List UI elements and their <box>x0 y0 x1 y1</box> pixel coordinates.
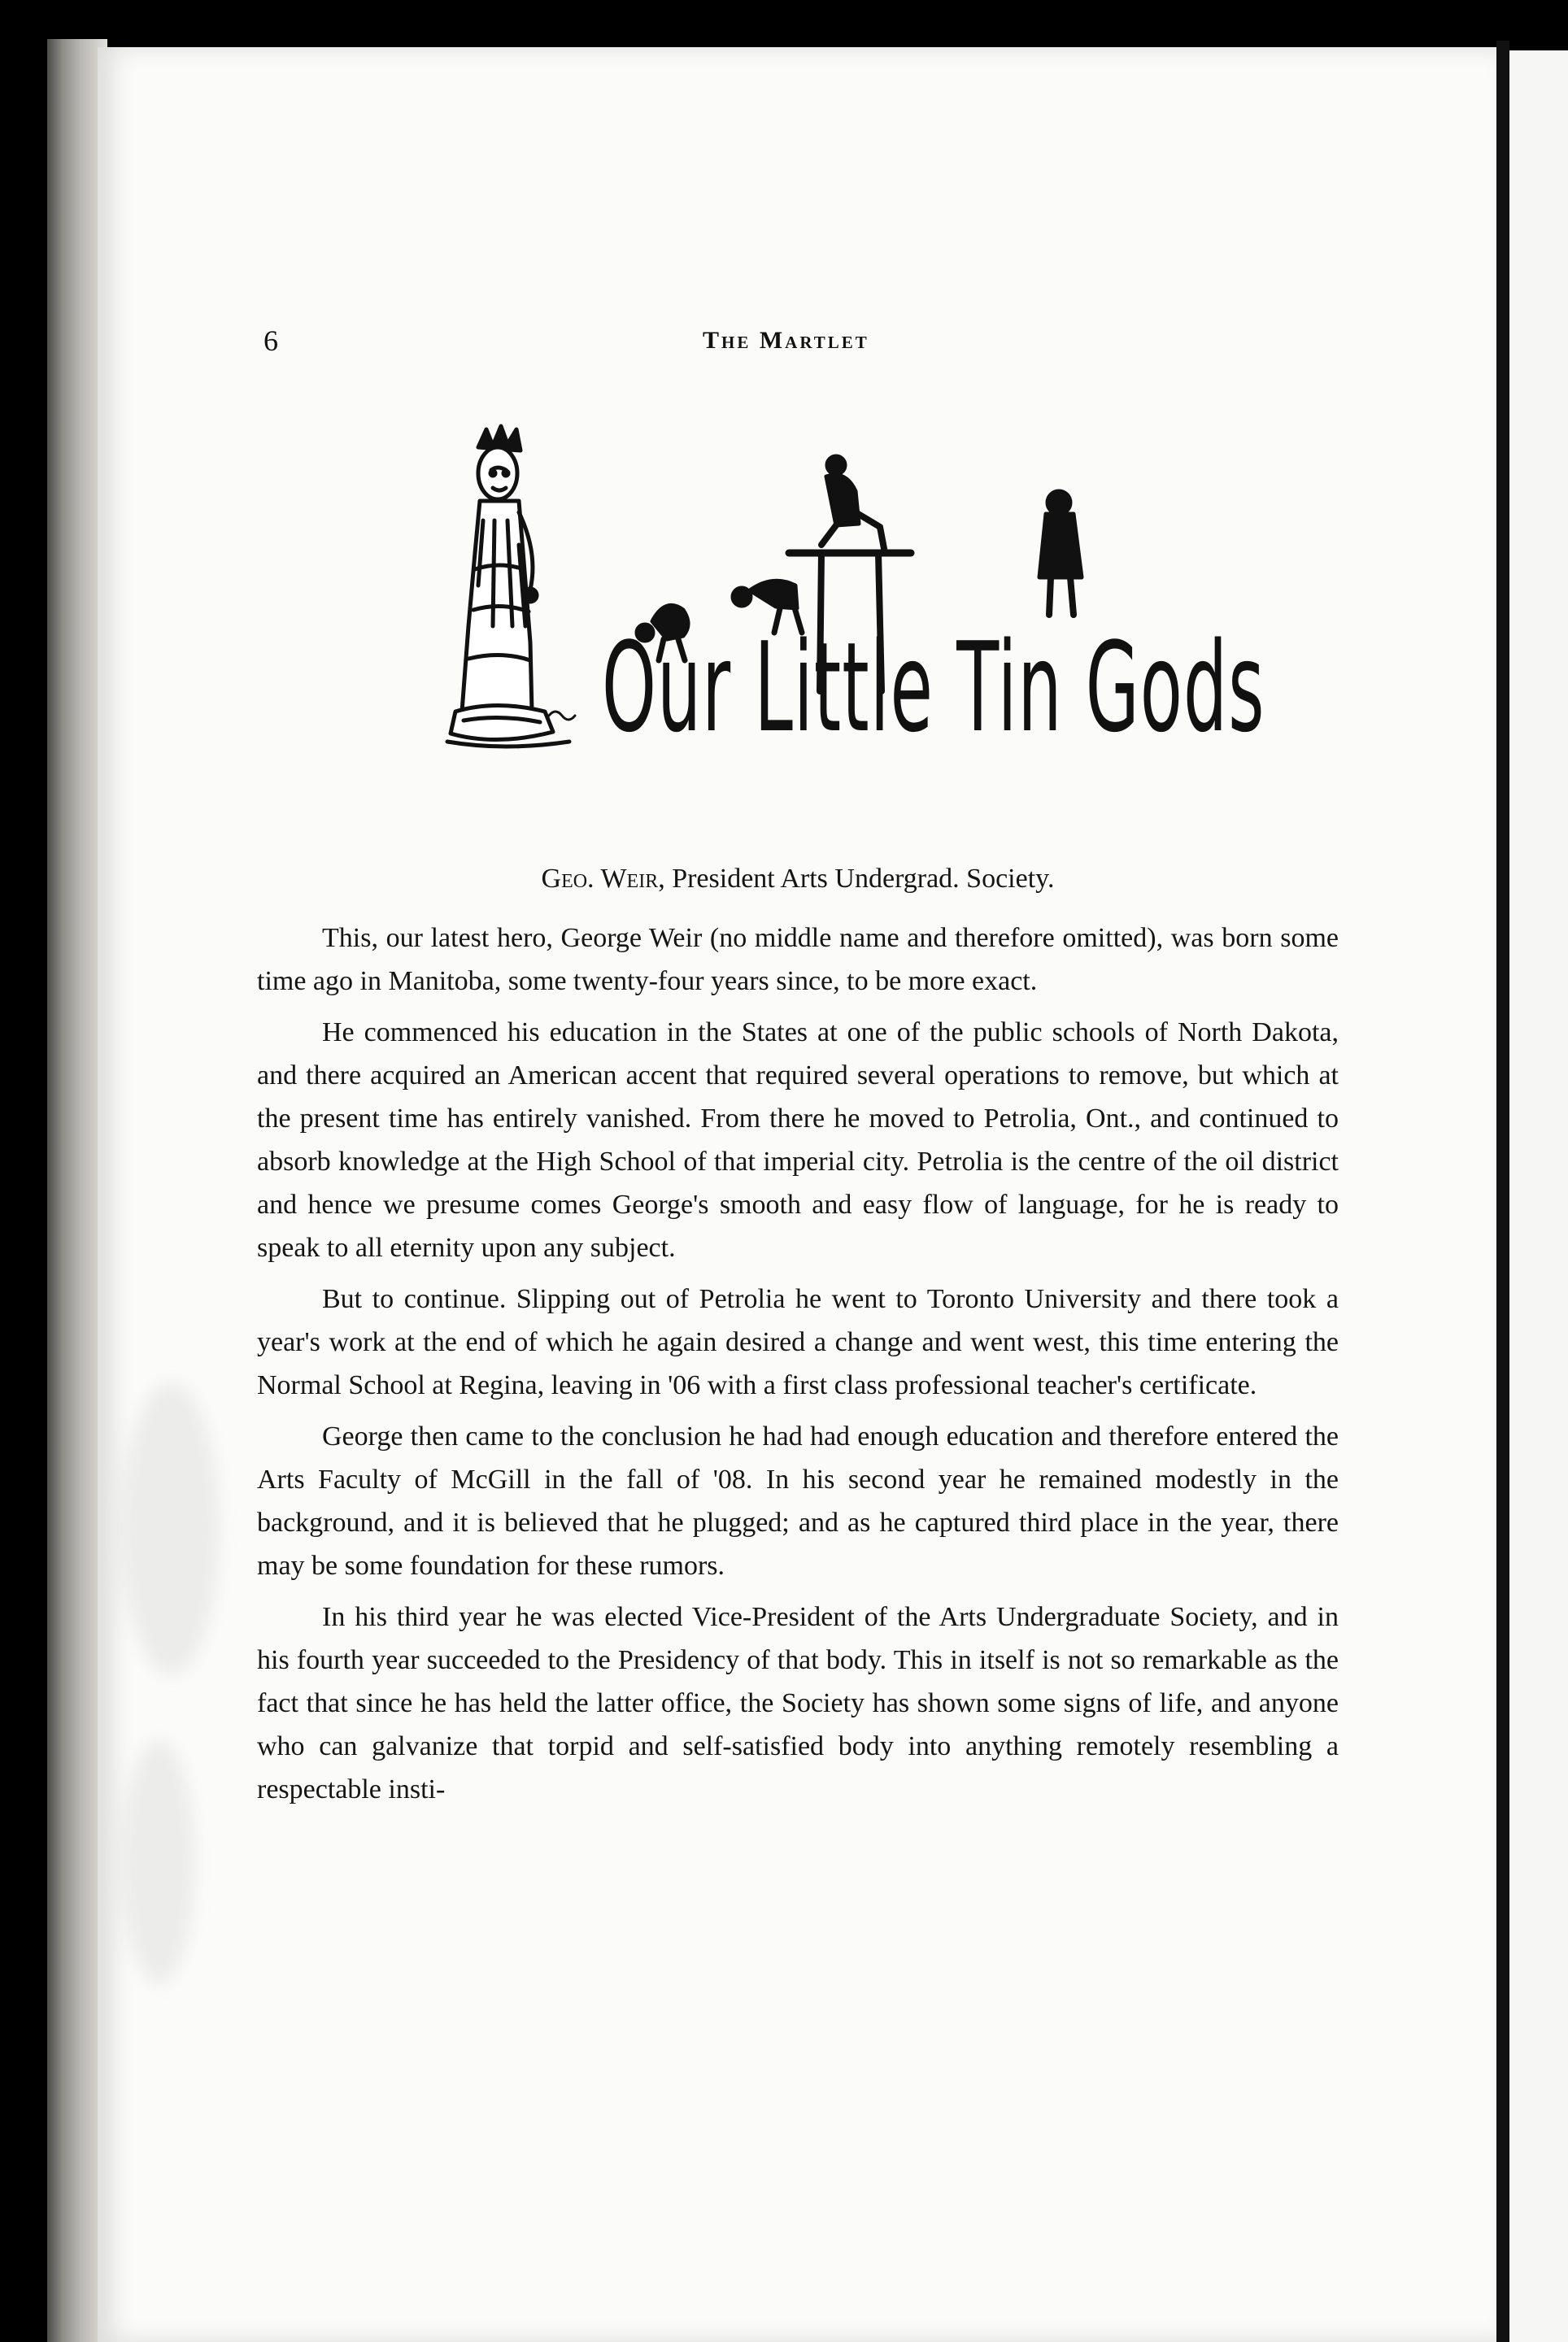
byline <box>257 857 1339 900</box>
paper-stain <box>122 1382 220 1675</box>
subject-role: President Arts Undergrad. Society. <box>664 864 1055 894</box>
paper-stain <box>122 1740 195 1984</box>
article-paragraph: This, our latest hero, George Weir (no middle name and therefore omitted), was born some time ago in Manitoba, some twenty-four years since, to be more exact. <box>257 923 1339 996</box>
journal-title: The Martlet <box>703 327 869 354</box>
title-illustration <box>439 423 1265 781</box>
article-paragraph: In his third year he was elected Vice-President of the Arts Undergraduate Society, and in his fourth year succeeded to the Presidency of that body. This in itself is not so remarkable as the fact that since he has held the latter office, the Society has shown some signs of life, and anyone who can galvanize that torpid and self-satisfied body into anything remotely resembling a respectable insti- <box>257 1602 1339 1804</box>
running-header <box>264 324 1345 372</box>
page-gutter <box>1496 41 1509 2342</box>
adjacent-page-edge <box>1509 50 1568 2342</box>
subject-name: Geo. Weir, <box>541 864 665 894</box>
page-number: 6 <box>264 324 278 357</box>
article-paragraph: But to continue. Slipping out of Petrolia he went to Toronto University and there took a year's work at the end of which he again desired a change and went west, this time entering the Normal School at Regina, leaving in '06 with a first class professional teacher's certificate. <box>257 1284 1339 1400</box>
article-body <box>257 857 1339 1819</box>
article-paragraph: George then came to the conclusion he had had enough education and therefore entered the Arts Faculty of McGill in the fall of '08. In his second year he remained modestly in the background, and it is believed that he plugged; and as he captured third place in the year, there may be some foundation for these rumors. <box>257 1421 1339 1581</box>
article-paragraph: He commenced his education in the States at one of the public schools of North Dakota, and there acquired an American accent that required several operations to remove, but which at the present time has entirely vanished. From there he moved to Petrolia, Ont., and continued to absorb knowledge at the High School of that imperial city. Petrolia is the centre of the oil district and hence we presume comes George's smooth and easy flow of language, for he is ready to speak to all eternity upon any subject. <box>257 1017 1339 1263</box>
title-text: Our Little Tin Gods <box>602 616 1265 760</box>
